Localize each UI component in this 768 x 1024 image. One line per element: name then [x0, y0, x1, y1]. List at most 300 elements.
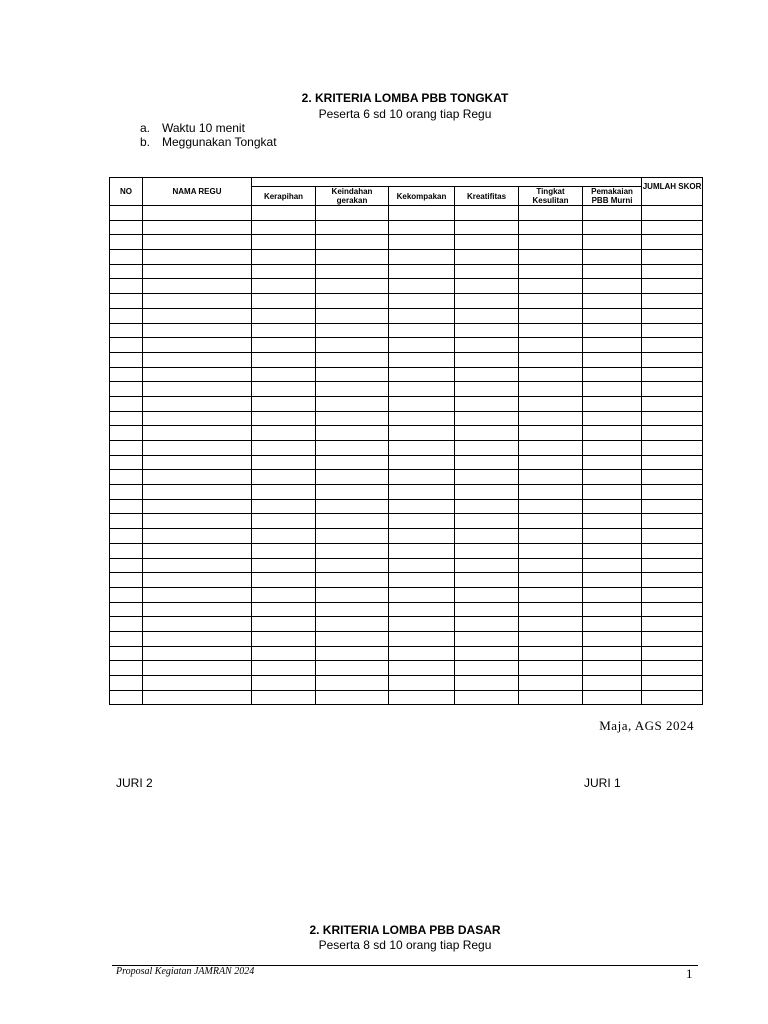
table-row: [110, 617, 703, 632]
table-cell: [583, 411, 642, 426]
table-cell: [316, 529, 389, 544]
table-cell: [455, 426, 519, 441]
table-row: [110, 573, 703, 588]
table-cell: [110, 308, 143, 323]
table-cell: [519, 646, 583, 661]
table-cell: [143, 602, 252, 617]
table-cell: [583, 529, 642, 544]
table-cell: [389, 514, 455, 529]
table-cell: [110, 499, 143, 514]
section-2-subtitle: Peserta 8 sd 10 orang tiap Regu: [318, 938, 492, 952]
table-row: [110, 558, 703, 573]
table-cell: [642, 264, 703, 279]
table-cell: [110, 602, 143, 617]
table-cell: [316, 352, 389, 367]
header-criteria-group: [252, 178, 642, 187]
table-cell: [110, 661, 143, 676]
table-cell: [583, 235, 642, 250]
table-cell: [642, 338, 703, 353]
table-cell: [110, 396, 143, 411]
table-cell: [455, 661, 519, 676]
list-text: Waktu 10 menit: [162, 121, 245, 135]
table-cell: [143, 411, 252, 426]
table-cell: [642, 367, 703, 382]
table-cell: [110, 352, 143, 367]
table-cell: [642, 279, 703, 294]
table-cell: [642, 514, 703, 529]
table-cell: [455, 396, 519, 411]
table-cell: [389, 543, 455, 558]
table-cell: [642, 690, 703, 705]
table-row: [110, 235, 703, 250]
place-date: Maja, AGS 2024: [599, 718, 694, 733]
table-cell: [389, 264, 455, 279]
table-cell: [389, 617, 455, 632]
table-cell: [642, 587, 703, 602]
table-cell: [642, 426, 703, 441]
table-cell: [316, 338, 389, 353]
table-cell: [143, 470, 252, 485]
table-cell: [455, 206, 519, 221]
table-cell: [316, 646, 389, 661]
table-cell: [455, 338, 519, 353]
table-cell: [519, 514, 583, 529]
table-cell: [143, 676, 252, 691]
table-cell: [642, 631, 703, 646]
table-cell: [389, 573, 455, 588]
table-cell: [519, 411, 583, 426]
table-cell: [389, 352, 455, 367]
table-cell: [316, 602, 389, 617]
table-cell: [389, 470, 455, 485]
table-row: [110, 661, 703, 676]
table-cell: [252, 441, 316, 456]
table-cell: [316, 690, 389, 705]
table-cell: [110, 617, 143, 632]
list-item: [140, 121, 277, 135]
table-cell: [143, 587, 252, 602]
table-cell: [519, 426, 583, 441]
table-cell: [252, 411, 316, 426]
table-cell: [316, 308, 389, 323]
table-row: [110, 499, 703, 514]
table-cell: [389, 206, 455, 221]
criteria-list: [140, 121, 277, 149]
table-cell: [583, 514, 642, 529]
table-cell: [519, 558, 583, 573]
table-cell: [110, 411, 143, 426]
table-cell: [583, 661, 642, 676]
table-cell: [583, 396, 642, 411]
table-cell: [389, 235, 455, 250]
header-criterion: Kreatifitas: [455, 187, 519, 206]
table-cell: [389, 411, 455, 426]
table-cell: [143, 661, 252, 676]
table-cell: [143, 352, 252, 367]
header-criterion: Keindahan gerakan: [316, 187, 389, 206]
table-cell: [642, 558, 703, 573]
table-cell: [519, 338, 583, 353]
table-cell: [252, 250, 316, 265]
table-cell: [389, 308, 455, 323]
table-cell: [642, 573, 703, 588]
table-cell: [252, 573, 316, 588]
table-cell: [455, 352, 519, 367]
table-cell: [143, 646, 252, 661]
table-cell: [389, 338, 455, 353]
section-2-title: 2. KRITERIA LOMBA PBB DASAR: [309, 923, 501, 937]
table-cell: [143, 338, 252, 353]
table-row: [110, 485, 703, 500]
table-cell: [583, 323, 642, 338]
table-cell: [389, 455, 455, 470]
table-cell: [316, 382, 389, 397]
section-1-title: 2. KRITERIA LOMBA PBB TONGKAT: [301, 91, 509, 105]
table-row: [110, 264, 703, 279]
table-cell: [389, 690, 455, 705]
table-row: [110, 690, 703, 705]
table-cell: [642, 602, 703, 617]
table-cell: [143, 308, 252, 323]
table-row: [110, 250, 703, 265]
table-cell: [642, 294, 703, 309]
header-criterion: Pemakaian PBB Murni: [583, 187, 642, 206]
table-cell: [583, 631, 642, 646]
table-cell: [519, 250, 583, 265]
header-criterion: Tingkat Kesulitan: [519, 187, 583, 206]
table-row: [110, 308, 703, 323]
table-cell: [455, 441, 519, 456]
table-cell: [642, 220, 703, 235]
table-cell: [583, 206, 642, 221]
list-text: Meggunakan Tongkat: [162, 135, 277, 149]
table-cell: [642, 676, 703, 691]
table-cell: [143, 382, 252, 397]
table-cell: [316, 485, 389, 500]
table-row: [110, 382, 703, 397]
table-cell: [519, 206, 583, 221]
table-cell: [583, 220, 642, 235]
table-cell: [583, 676, 642, 691]
table-cell: [519, 661, 583, 676]
table-cell: [389, 250, 455, 265]
juri-2-label: JURI 2: [116, 776, 153, 790]
table-row: [110, 411, 703, 426]
table-cell: [583, 279, 642, 294]
table-cell: [316, 499, 389, 514]
table-cell: [252, 382, 316, 397]
table-cell: [252, 485, 316, 500]
table-cell: [519, 279, 583, 294]
table-cell: [316, 206, 389, 221]
table-cell: [389, 382, 455, 397]
table-cell: [455, 617, 519, 632]
table-cell: [389, 499, 455, 514]
table-cell: [642, 382, 703, 397]
table-cell: [455, 573, 519, 588]
table-cell: [642, 308, 703, 323]
table-cell: [252, 543, 316, 558]
table-cell: [455, 676, 519, 691]
table-cell: [316, 396, 389, 411]
table-cell: [389, 587, 455, 602]
table-cell: [519, 308, 583, 323]
table-cell: [455, 543, 519, 558]
table-cell: [316, 617, 389, 632]
table-cell: [642, 543, 703, 558]
table-cell: [389, 529, 455, 544]
table-cell: [110, 529, 143, 544]
table-cell: [389, 396, 455, 411]
table-cell: [389, 646, 455, 661]
table-cell: [110, 264, 143, 279]
table-cell: [455, 279, 519, 294]
table-cell: [519, 220, 583, 235]
list-item: [140, 135, 277, 149]
table-cell: [252, 367, 316, 382]
table-cell: [455, 308, 519, 323]
table-cell: [583, 264, 642, 279]
table-cell: [110, 323, 143, 338]
table-row: [110, 338, 703, 353]
table-cell: [110, 514, 143, 529]
table-cell: [455, 264, 519, 279]
table-cell: [110, 441, 143, 456]
table-cell: [143, 543, 252, 558]
table-cell: [583, 602, 642, 617]
table-cell: [455, 367, 519, 382]
table-cell: [389, 441, 455, 456]
table-cell: [642, 455, 703, 470]
table-row: [110, 470, 703, 485]
table-cell: [110, 558, 143, 573]
table-cell: [642, 250, 703, 265]
table-row: [110, 396, 703, 411]
table-cell: [583, 352, 642, 367]
table-cell: [583, 455, 642, 470]
table-cell: [143, 455, 252, 470]
table-cell: [519, 396, 583, 411]
table-cell: [252, 264, 316, 279]
table-row: [110, 646, 703, 661]
table-cell: [252, 455, 316, 470]
table-cell: [316, 661, 389, 676]
table-cell: [316, 676, 389, 691]
table-cell: [455, 631, 519, 646]
header-criterion: Kerapihan: [252, 187, 316, 206]
table-cell: [110, 455, 143, 470]
table-cell: [252, 617, 316, 632]
table-cell: [642, 396, 703, 411]
table-cell: [583, 485, 642, 500]
table-cell: [389, 294, 455, 309]
table-cell: [389, 661, 455, 676]
table-cell: [252, 514, 316, 529]
table-cell: [455, 411, 519, 426]
table-cell: [583, 294, 642, 309]
table-cell: [252, 308, 316, 323]
table-cell: [143, 690, 252, 705]
table-cell: [316, 235, 389, 250]
table-cell: [455, 323, 519, 338]
table-cell: [519, 690, 583, 705]
table-cell: [583, 646, 642, 661]
table-cell: [110, 631, 143, 646]
table-cell: [110, 206, 143, 221]
score-table: [109, 177, 703, 705]
table-cell: [583, 690, 642, 705]
table-cell: [252, 646, 316, 661]
table-row: [110, 676, 703, 691]
table-cell: [143, 514, 252, 529]
table-cell: [143, 441, 252, 456]
table-cell: [252, 661, 316, 676]
table-cell: [642, 661, 703, 676]
juri-1-label: JURI 1: [584, 776, 621, 790]
table-cell: [389, 485, 455, 500]
table-cell: [110, 690, 143, 705]
table-cell: [455, 690, 519, 705]
table-cell: [110, 470, 143, 485]
table-row: [110, 587, 703, 602]
table-cell: [143, 367, 252, 382]
table-cell: [110, 426, 143, 441]
table-cell: [110, 587, 143, 602]
table-cell: [519, 485, 583, 500]
table-cell: [316, 631, 389, 646]
table-row: [110, 206, 703, 221]
table-cell: [583, 382, 642, 397]
header-no: NO: [110, 178, 143, 206]
table-cell: [110, 250, 143, 265]
table-cell: [252, 235, 316, 250]
table-cell: [389, 426, 455, 441]
table-cell: [583, 617, 642, 632]
table-cell: [316, 411, 389, 426]
table-cell: [143, 499, 252, 514]
table-cell: [252, 396, 316, 411]
table-cell: [110, 485, 143, 500]
table-cell: [252, 529, 316, 544]
table-cell: [455, 382, 519, 397]
table-cell: [455, 235, 519, 250]
table-cell: [316, 220, 389, 235]
table-cell: [143, 279, 252, 294]
table-row: [110, 426, 703, 441]
table-cell: [143, 396, 252, 411]
table-cell: [455, 646, 519, 661]
section-1-subtitle: Peserta 6 sd 10 orang tiap Regu: [318, 107, 492, 121]
table-cell: [389, 323, 455, 338]
table-cell: [519, 602, 583, 617]
table-cell: [252, 676, 316, 691]
table-cell: [583, 587, 642, 602]
table-cell: [143, 235, 252, 250]
table-cell: [316, 470, 389, 485]
table-cell: [252, 602, 316, 617]
table-cell: [316, 426, 389, 441]
table-cell: [316, 514, 389, 529]
table-cell: [110, 220, 143, 235]
table-cell: [252, 352, 316, 367]
table-cell: [252, 220, 316, 235]
page-number: 1: [686, 966, 693, 981]
table-cell: [519, 264, 583, 279]
table-cell: [583, 441, 642, 456]
table-cell: [143, 206, 252, 221]
table-cell: [316, 558, 389, 573]
table-cell: [143, 529, 252, 544]
table-cell: [143, 558, 252, 573]
table-cell: [519, 235, 583, 250]
table-cell: [389, 220, 455, 235]
table-cell: [110, 382, 143, 397]
table-cell: [389, 558, 455, 573]
table-cell: [316, 441, 389, 456]
table-cell: [583, 338, 642, 353]
table-cell: [110, 235, 143, 250]
table-cell: [110, 367, 143, 382]
table-cell: [642, 646, 703, 661]
table-row: [110, 602, 703, 617]
table-cell: [252, 294, 316, 309]
table-cell: [455, 587, 519, 602]
table-cell: [455, 499, 519, 514]
table-body: [110, 206, 703, 705]
table-cell: [455, 470, 519, 485]
table-cell: [252, 690, 316, 705]
footer-text: Proposal Kegiatan JAMRAN 2024: [116, 966, 255, 977]
table-cell: [110, 294, 143, 309]
table-cell: [519, 470, 583, 485]
table-cell: [519, 543, 583, 558]
table-cell: [110, 573, 143, 588]
table-cell: [642, 411, 703, 426]
table-row: [110, 441, 703, 456]
table-cell: [519, 455, 583, 470]
table-cell: [389, 602, 455, 617]
table-cell: [389, 367, 455, 382]
table-cell: [519, 499, 583, 514]
table-cell: [316, 294, 389, 309]
table-cell: [519, 352, 583, 367]
table-cell: [316, 264, 389, 279]
table-cell: [316, 323, 389, 338]
table-cell: [583, 367, 642, 382]
table-row: [110, 543, 703, 558]
table-cell: [519, 367, 583, 382]
table-cell: [110, 279, 143, 294]
table-cell: [642, 323, 703, 338]
table-cell: [455, 558, 519, 573]
table-cell: [143, 426, 252, 441]
table-cell: [316, 367, 389, 382]
table-cell: [583, 308, 642, 323]
table-cell: [316, 250, 389, 265]
table-cell: [642, 499, 703, 514]
table-cell: [583, 499, 642, 514]
table-cell: [143, 573, 252, 588]
table-cell: [642, 441, 703, 456]
table-cell: [583, 573, 642, 588]
table-cell: [583, 470, 642, 485]
table-cell: [143, 250, 252, 265]
table-cell: [642, 529, 703, 544]
table-cell: [642, 206, 703, 221]
table-cell: [252, 587, 316, 602]
table-cell: [316, 573, 389, 588]
table-cell: [110, 543, 143, 558]
